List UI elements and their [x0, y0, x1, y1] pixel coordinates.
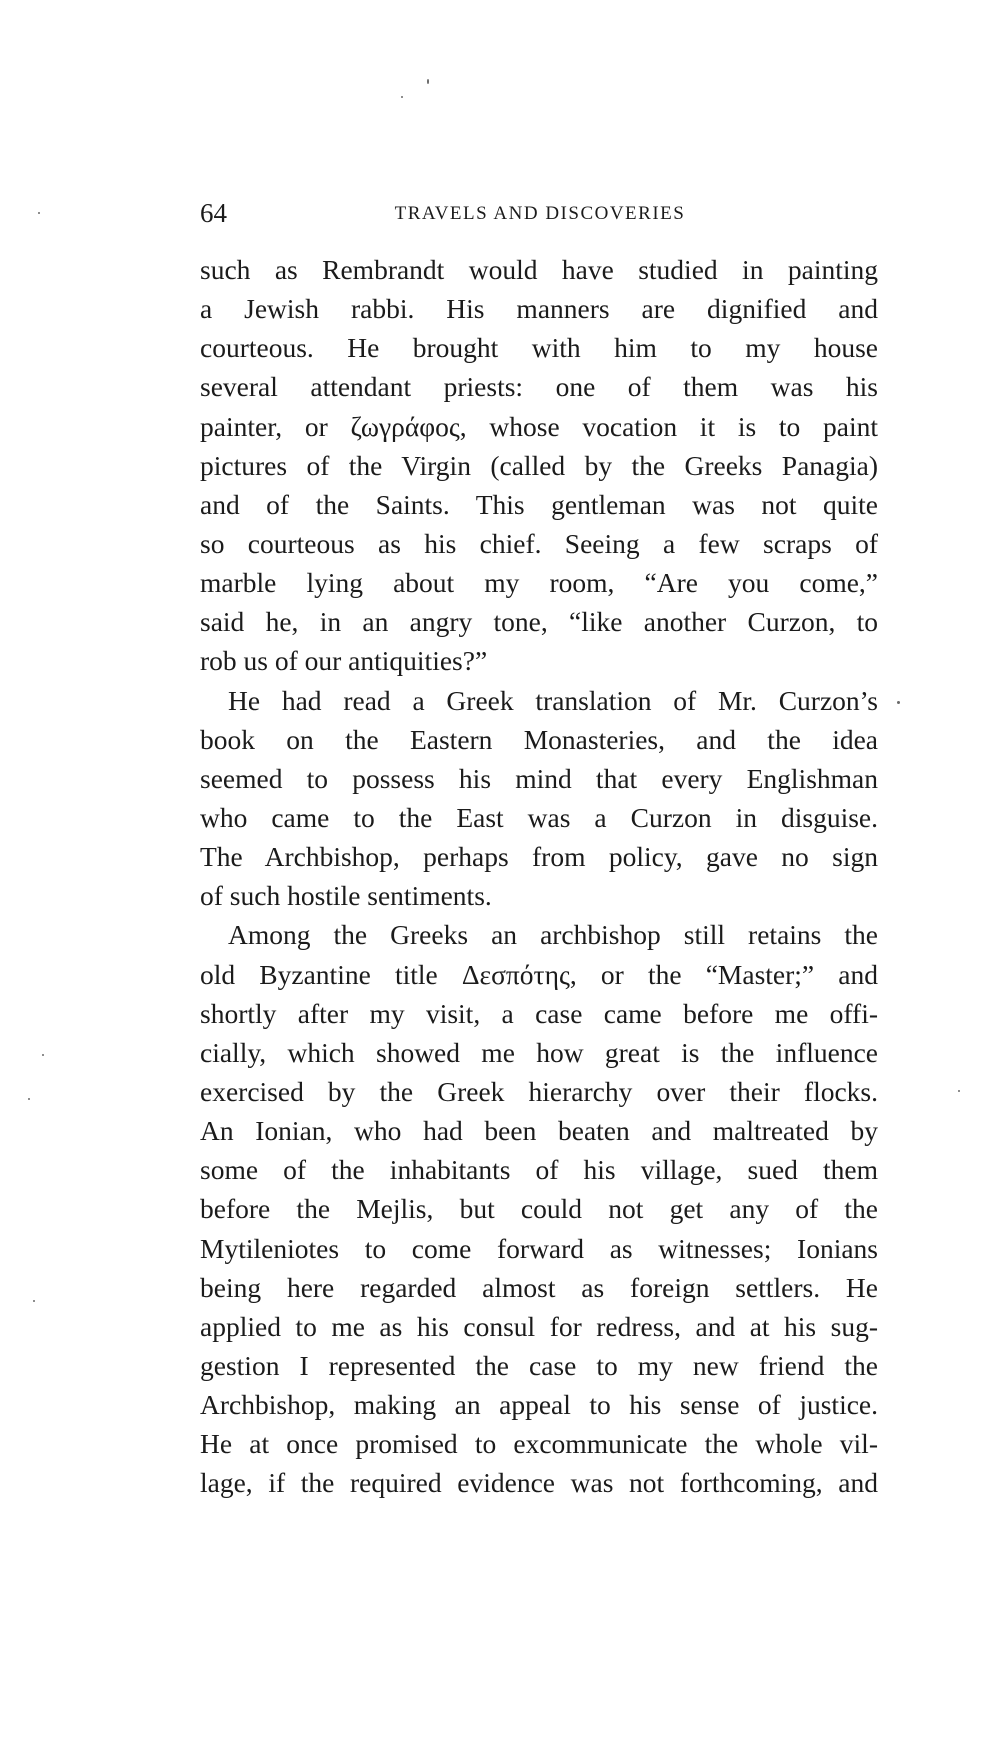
text-line: cially, which showed me how great is the influence — [200, 1036, 878, 1068]
text-line: before the Mejlis, but could not get any of the — [200, 1193, 878, 1225]
paper-speck — [958, 1090, 960, 1092]
text-line: old Byzantine title Δεσπότης, or the “Master;” and — [200, 958, 878, 990]
paragraph-last-line: of such hostile sentiments. — [200, 880, 492, 912]
text-line: painter, or ζωγράφος, whose vocation it is to paint — [200, 410, 878, 442]
running-head — [200, 196, 880, 230]
paper-speck — [28, 1098, 30, 1100]
text-line: shortly after my visit, a case came before me offi- — [200, 997, 878, 1029]
text-line: so courteous as his chief. Seeing a few scraps of — [200, 527, 878, 559]
text-line: being here regarded almost as foreign settlers. He — [200, 1271, 878, 1303]
text-line: applied to me as his consul for redress, and at his sug- — [200, 1310, 878, 1342]
paper-speck — [33, 1300, 35, 1302]
text-line: gestion I represented the case to my new friend the — [200, 1349, 878, 1381]
paragraph-last-line: rob us of our antiquities?” — [200, 645, 488, 677]
text-line: An Ionian, who had been beaten and maltreated by — [200, 1115, 878, 1147]
text-line: book on the Eastern Monasteries, and the idea — [200, 723, 878, 755]
text-line: The Archbishop, perhaps from policy, gave no sign — [200, 841, 878, 873]
running-title: TRAVELS AND DISCOVERIES — [394, 203, 686, 224]
text-line: Archbishop, making an appeal to his sense of justice. — [200, 1389, 878, 1421]
paper-speck — [38, 212, 40, 214]
body-text — [200, 250, 878, 1503]
text-line: courteous. He brought with him to my house — [200, 332, 878, 364]
paragraph-first-line: He had read a Greek translation of Mr. Curzon’s — [228, 684, 878, 716]
text-line: a Jewish rabbi. His manners are dignified and — [200, 293, 878, 325]
paper-speck — [401, 96, 403, 98]
paper-speck — [42, 1054, 44, 1056]
text-line: seemed to possess his mind that every Englishman — [200, 762, 878, 794]
text-line: who came to the East was a Curzon in disguise. — [200, 801, 878, 833]
text-line: marble lying about my room, “Are you come,” — [200, 567, 878, 599]
page-number: 64 — [200, 198, 227, 228]
text-line: such as Rembrandt would have studied in painting — [200, 254, 878, 285]
text-line: exercised by the Greek hierarchy over their flocks. — [200, 1075, 878, 1107]
paper-speck — [427, 79, 429, 84]
text-line: several attendant priests: one of them was his — [200, 371, 878, 403]
text-line: Mytileniotes to come forward as witnesses; Ionians — [200, 1232, 878, 1264]
text-line: lage, if the required evidence was not forthcoming, and — [200, 1467, 878, 1499]
text-line: some of the inhabitants of his village, sued them — [200, 1154, 878, 1186]
text-line: He at once promised to excommunicate the whole vil- — [200, 1428, 878, 1460]
text-line: pictures of the Virgin (called by the Greeks Panagia) — [200, 449, 878, 481]
paper-speck — [897, 701, 900, 704]
text-line: and of the Saints. This gentleman was not quite — [200, 488, 878, 520]
text-line: said he, in an angry tone, “like another Curzon, to — [200, 606, 878, 638]
paragraph-first-line: Among the Greeks an archbishop still retains the — [228, 919, 878, 951]
